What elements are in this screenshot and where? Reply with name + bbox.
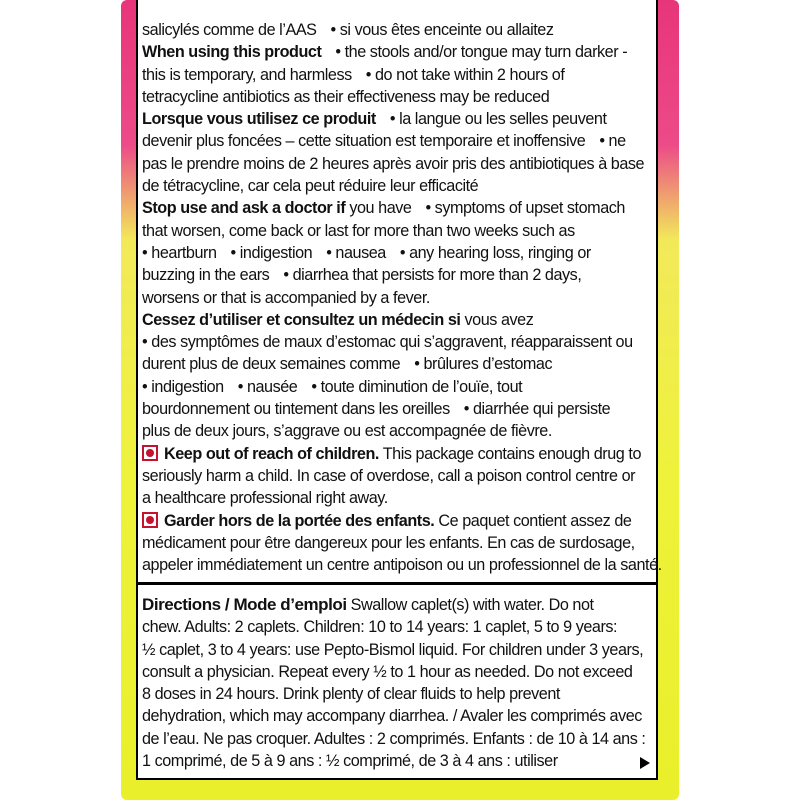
warnings-line: devenir plus foncées – cette situation est temporaire et inoffensive • ne [142, 132, 626, 151]
warnings-line: • des symptômes de maux d’estomac qui s’aggravent, réapparaissent ou [142, 333, 633, 352]
directions-title: Directions / Mode d’emploi [142, 595, 347, 614]
warnings-line: that worsen, come back or last for more than two weeks such as [142, 221, 575, 240]
warnings-line: bourdonnement ou tintement dans les oreilles • diarrhée qui persiste [142, 400, 611, 419]
directions-line: de l’eau. Ne pas croquer. Adultes : 2 comprimés. Enfants : de 10 à 14 ans : [142, 729, 646, 748]
keep-out-fr-line: Garder hors de la portée des enfants. Ce paquet contient assez de [142, 510, 657, 532]
keep-out-heading-en: Keep out of reach of children. [164, 444, 379, 463]
warnings-line: buzzing in the ears • diarrhea that persists for more than 2 days, [142, 266, 582, 285]
warnings-line: this is temporary, and harmless • do not take within 2 hours of [142, 65, 565, 84]
section-heading: Stop use and ask a doctor if [142, 199, 346, 218]
directions-text [142, 594, 657, 772]
warnings-line: Lorsque vous utilisez ce produit • la langue ou les selles peuvent [142, 110, 607, 129]
directions-line: dehydration, which may accompany diarrhea. / Avaler les comprimés avec [142, 707, 642, 726]
directions-line: Directions / Mode d’emploi Swallow caplet(s) with water. Do not [142, 595, 594, 614]
warnings-line: plus de deux jours, s’aggrave ou est accompagnée de fièvre. [142, 422, 552, 441]
continue-arrow-icon [640, 757, 650, 769]
keep-out-en-line: Keep out of reach of children. This package contains enough drug to [142, 443, 657, 465]
section-heading: When using this product [142, 43, 322, 62]
keep-out-en-line: seriously harm a child. In case of overdose, call a poison control centre or [142, 466, 636, 485]
warning-stop-icon [142, 445, 158, 461]
warnings-line: When using this product • the stools and/or tongue may turn darker - [142, 43, 628, 62]
directions-line: 1 comprimé, de 5 à 9 ans : ½ comprimé, de 3 à 4 ans : utiliser [142, 752, 558, 771]
directions-line: consult a physician. Repeat every ½ to 1 hour as needed. Do not exceed [142, 662, 633, 681]
section-heading: Cessez d’utiliser et consultez un médecin si [142, 310, 461, 329]
warnings-line: de tétracycline, car cela peut réduire leur efficacité [142, 177, 479, 196]
warnings-line: Cessez d’utiliser et consultez un médecin si vous avez [142, 310, 534, 329]
warnings-line: pas le prendre moins de 2 heures après avoir pris des antibiotiques à base [142, 154, 645, 173]
warning-stop-icon [142, 512, 158, 528]
warnings-line: tetracycline antibiotics as their effectiveness may be reduced [142, 87, 550, 106]
warnings-text [142, 19, 662, 576]
warnings-line: Stop use and ask a doctor if you have • symptoms of upset stomach [142, 199, 625, 218]
warnings-line: • indigestion • nausée • toute diminution de l’ouïe, tout [142, 377, 523, 396]
warnings-line: • heartburn • indigestion • nausea • any hearing loss, ringing or [142, 243, 591, 262]
warnings-line: salicylés comme de l’AAS • si vous êtes enceinte ou allaitez [142, 21, 554, 39]
section-heading: Lorsque vous utilisez ce produit [142, 110, 376, 129]
warnings-line: durent plus de deux semaines comme • brûlures d’estomac [142, 355, 553, 374]
keep-out-fr-line: médicament pour être dangereux pour les enfants. En cas de surdosage, [142, 533, 635, 552]
keep-out-fr-line: appeler immédiatement un centre antipoison ou un professionnel de la santé. [142, 556, 662, 575]
directions-line: ½ caplet, 3 to 4 years: use Pepto-Bismol liquid. For children under 3 years, [142, 640, 644, 659]
directions-line: chew. Adults: 2 caplets. Children: 10 to 14 years: 1 caplet, 5 to 9 years: [142, 618, 618, 637]
keep-out-heading-fr: Garder hors de la portée des enfants. [164, 511, 435, 530]
warnings-line: worsens or that is accompanied by a fever. [142, 288, 430, 307]
directions-line: 8 doses in 24 hours. Drink plenty of clear fluids to help prevent [142, 685, 560, 704]
keep-out-en-line: a healthcare professional right away. [142, 489, 388, 508]
